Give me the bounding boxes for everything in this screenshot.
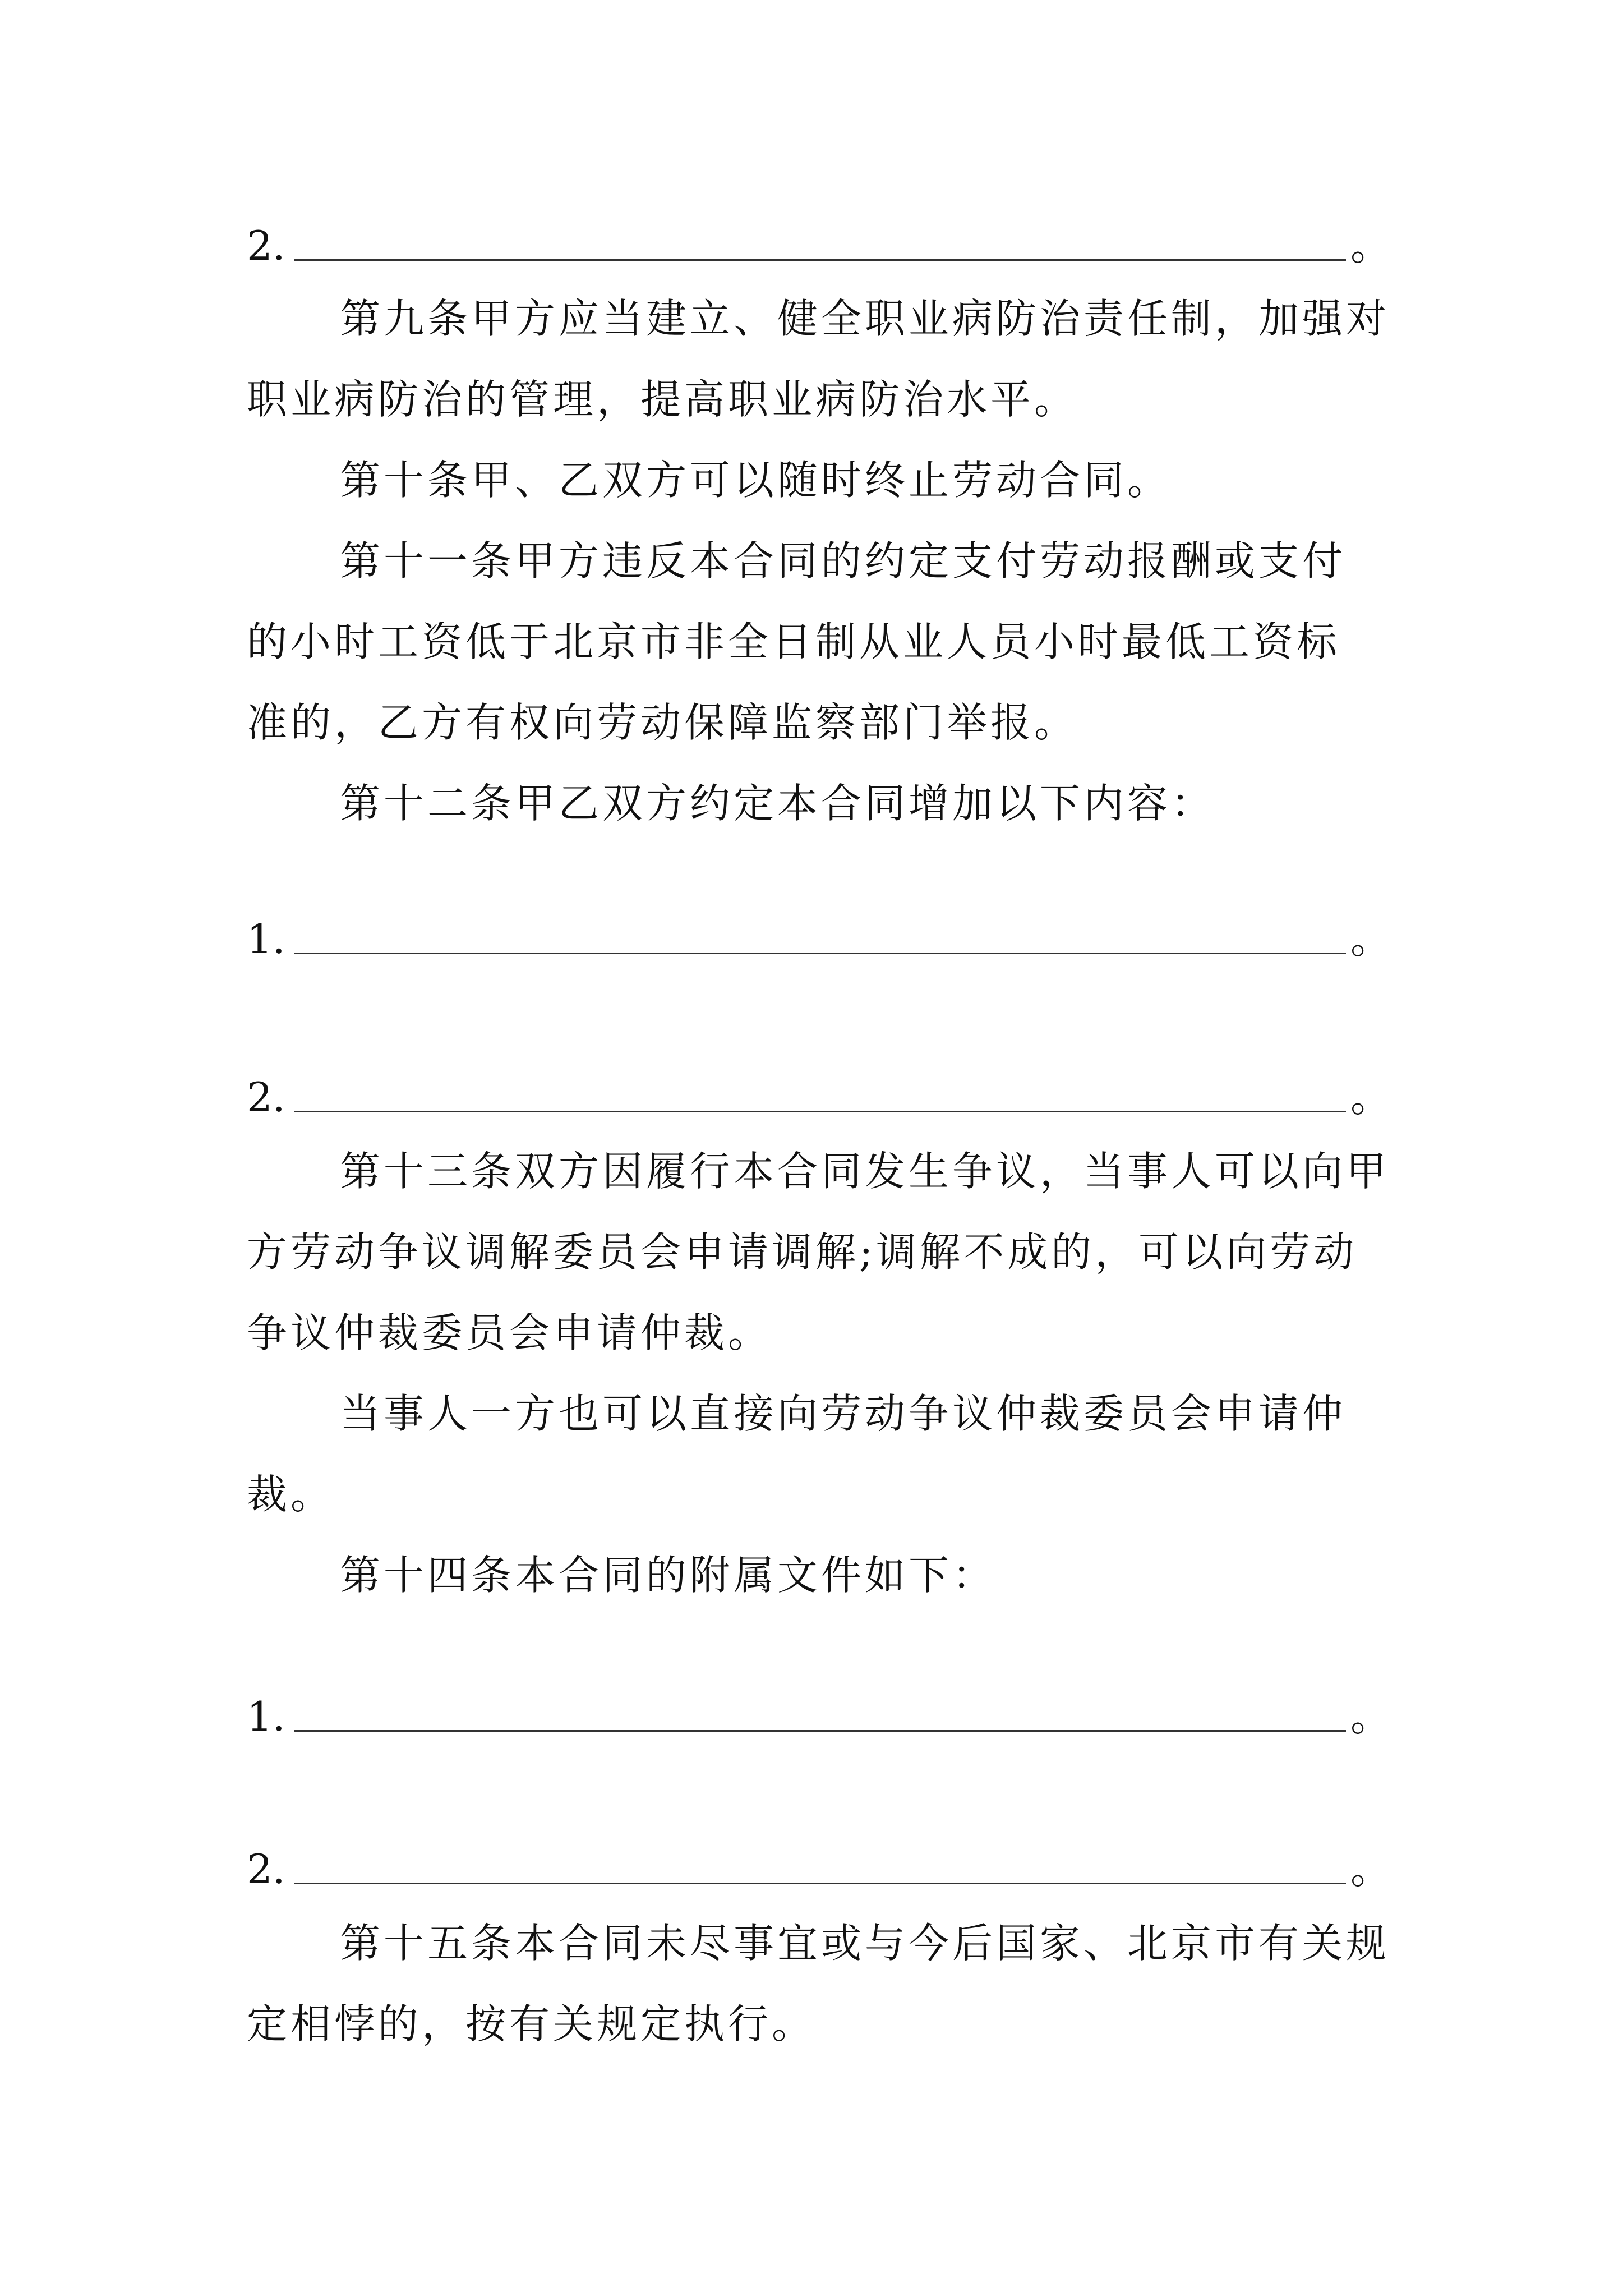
article-13-line-4: 当事人一方也可以直接向劳动争议仲裁委员会申请仲 [340, 1390, 1347, 1437]
blank-number: 2. [247, 222, 285, 269]
blank-number: 2. [247, 1074, 285, 1121]
article-13-line-2: 方劳动争议调解委员会申请调解;调解不成的，可以向劳动 [247, 1228, 1358, 1276]
blank-period: 。 [1350, 915, 1391, 963]
blank-period: 。 [1350, 1074, 1391, 1121]
article-12-line-1: 第十二条甲乙双方约定本合同增加以下内容： [340, 780, 1215, 827]
article-13-line-3: 争议仲裁委员会申请仲裁。 [247, 1309, 772, 1356]
blank-number: 2. [247, 1846, 285, 1893]
article-9-line-2: 职业病防治的管理，提高职业病防治水平。 [247, 376, 1078, 423]
blank-number: 1. [247, 1693, 285, 1740]
article-13-line-1: 第十三条双方因履行本合同发生争议，当事人可以向甲 [340, 1148, 1390, 1195]
article-14-line-1: 第十四条本合同的附属文件如下： [340, 1552, 997, 1599]
blank-number: 1. [247, 915, 285, 963]
blank-underline[interactable] [294, 1111, 1346, 1112]
fill-in-blank-row [247, 1070, 1413, 1124]
article-11-line-2: 的小时工资低于北京市非全日制从业人员小时最低工资标 [247, 618, 1341, 665]
blank-underline[interactable] [294, 1883, 1346, 1884]
blank-underline[interactable] [294, 953, 1346, 954]
article-9-line-1: 第九条甲方应当建立、健全职业病防治责任制，加强对 [340, 295, 1390, 342]
blank-period: 。 [1350, 222, 1391, 269]
article-15-line-1: 第十五条本合同未尽事宜或与今后国家、北京市有关规 [340, 1920, 1390, 1967]
blank-underline[interactable] [294, 259, 1346, 261]
article-13-line-5: 裁。 [247, 1471, 335, 1518]
article-11-line-3: 准的，乙方有权向劳动保障监察部门举报。 [247, 699, 1078, 746]
article-15-line-2: 定相悖的，按有关规定执行。 [247, 2000, 816, 2047]
fill-in-blank-row [247, 1842, 1413, 1896]
blank-period: 。 [1350, 1846, 1391, 1893]
article-11-line-1: 第十一条甲方违反本合同的约定支付劳动报酬或支付 [340, 537, 1347, 585]
fill-in-blank-row [247, 1690, 1413, 1743]
article-10-line-1: 第十条甲、乙双方可以随时终止劳动合同。 [340, 457, 1172, 504]
blank-period: 。 [1350, 1693, 1391, 1740]
fill-in-blank-row [247, 219, 1413, 273]
fill-in-blank-row [247, 912, 1413, 966]
blank-underline[interactable] [294, 1730, 1346, 1732]
